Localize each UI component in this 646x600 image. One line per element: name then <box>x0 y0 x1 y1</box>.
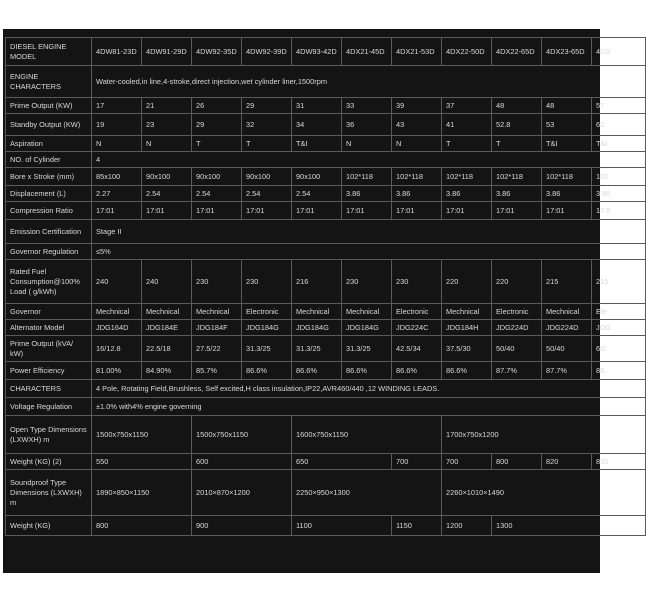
table-cell: 700 <box>442 454 492 470</box>
table-cell: 2.54 <box>192 186 242 202</box>
table-cell: Mechnical <box>292 304 342 320</box>
table-row <box>6 398 646 416</box>
table-cell: 1890×850×1150 <box>92 470 192 516</box>
table-cell: 3.86 <box>542 186 592 202</box>
table-cell: 4DX <box>592 38 646 66</box>
table-cell: 3.86 <box>592 186 646 202</box>
table-cell: N <box>142 136 192 152</box>
table-cell: 86.6% <box>392 362 442 380</box>
row-label: CHARACTERS <box>6 380 92 398</box>
table-cell: 17:01 <box>192 202 242 220</box>
table-cell: 2010×870×1200 <box>192 470 292 516</box>
row-label: Displacement (L) <box>6 186 92 202</box>
table-cell: 220 <box>442 260 492 304</box>
table-cell: 102*118 <box>492 168 542 186</box>
table-row <box>6 516 646 536</box>
table-cell: 4DX22-65D <box>492 38 542 66</box>
table-row <box>6 336 646 362</box>
table-cell: 90x100 <box>242 168 292 186</box>
table-cell: 102 <box>592 168 646 186</box>
table-cell: T <box>492 136 542 152</box>
table-row <box>6 244 646 260</box>
table-cell: 2.54 <box>142 186 192 202</box>
table-cell: 650 <box>292 454 392 470</box>
table-cell: 31.3/25 <box>292 336 342 362</box>
table-cell: T&I <box>542 136 592 152</box>
table-cell: 86.6% <box>242 362 292 380</box>
table-cell: 600 <box>192 454 292 470</box>
table-cell: 2.54 <box>242 186 292 202</box>
table-cell: JDG184G <box>242 320 292 336</box>
table-cell: 230 <box>392 260 442 304</box>
table-cell: 29 <box>242 98 292 114</box>
table-cell: Electronic <box>492 304 542 320</box>
row-label: Emission Certification <box>6 220 92 244</box>
table-cell: 52.8 <box>492 114 542 136</box>
table-cell: 4DW92-39D <box>242 38 292 66</box>
table-row <box>6 186 646 202</box>
table-cell: 1600x750x1150 <box>292 416 442 454</box>
table-cell: 230 <box>192 260 242 304</box>
table-cell: JDG184F <box>192 320 242 336</box>
table-cell: 42.5/34 <box>392 336 442 362</box>
table-cell: 240 <box>92 260 142 304</box>
table-cell: 34 <box>292 114 342 136</box>
table-cell: 550 <box>92 454 192 470</box>
table-cell: 48 <box>492 98 542 114</box>
table-cell: JDG184E <box>142 320 192 336</box>
table-cell: 2250×950×1300 <box>292 470 442 516</box>
table-cell: 17:01 <box>542 202 592 220</box>
table-cell: Mechnical <box>442 304 492 320</box>
table-cell: 17:01 <box>92 202 142 220</box>
table-cell: 215 <box>542 260 592 304</box>
table-cell: Mechnical <box>542 304 592 320</box>
table-cell: 900 <box>192 516 292 536</box>
table-row <box>6 260 646 304</box>
table-cell: 1150 <box>392 516 442 536</box>
table-cell: 33 <box>342 98 392 114</box>
table-row <box>6 136 646 152</box>
table-cell: 216 <box>292 260 342 304</box>
table-cell: 31 <box>292 98 342 114</box>
row-label: Bore x Stroke (mm) <box>6 168 92 186</box>
table-row <box>6 38 646 66</box>
table-cell: 4DX22-50D <box>442 38 492 66</box>
table-cell: Water-cooled,in line,4-stroke,direct injection,wet cylinder liner,1500rpm <box>92 66 646 98</box>
table-cell: 102*118 <box>342 168 392 186</box>
table-cell: 57 <box>592 98 646 114</box>
row-label: Weight (KG) <box>6 516 92 536</box>
table-cell: 4DX21-53D <box>392 38 442 66</box>
table-cell: Ele <box>592 304 646 320</box>
spec-table-panel <box>3 29 611 573</box>
table-cell: ±1.0% with4% engine governing <box>92 398 646 416</box>
table-cell: 86.6% <box>292 362 342 380</box>
table-cell: 215 <box>592 260 646 304</box>
table-cell: JDG184H <box>442 320 492 336</box>
table-cell: 230 <box>342 260 392 304</box>
table-cell: JDG224D <box>542 320 592 336</box>
table-row <box>6 152 646 168</box>
table-cell: 1700x750x1200 <box>442 416 646 454</box>
table-cell: 230 <box>242 260 292 304</box>
table-cell: Mechnical <box>92 304 142 320</box>
table-cell: 800 <box>92 516 192 536</box>
table-row <box>6 416 646 454</box>
table-cell: 17:0 <box>592 202 646 220</box>
table-row <box>6 66 646 98</box>
table-cell: 88. <box>592 362 646 380</box>
table-cell: Mechnical <box>142 304 192 320</box>
table-cell: 86.6% <box>342 362 392 380</box>
table-cell: T&I <box>292 136 342 152</box>
table-cell: JDG184G <box>292 320 342 336</box>
table-cell: 240 <box>142 260 192 304</box>
table-cell: 17:01 <box>442 202 492 220</box>
table-cell: 87.7% <box>542 362 592 380</box>
table-cell: 60/ <box>592 336 646 362</box>
table-cell: 4 <box>92 152 646 168</box>
row-label: Voltage Regulation <box>6 398 92 416</box>
table-cell: 3.86 <box>492 186 542 202</box>
table-cell: 81.00% <box>92 362 142 380</box>
table-cell: 50/40 <box>542 336 592 362</box>
table-row <box>6 202 646 220</box>
table-cell: 27.5/22 <box>192 336 242 362</box>
table-cell: 17 <box>92 98 142 114</box>
table-cell: 90x100 <box>292 168 342 186</box>
table-cell: Mechnical <box>342 304 392 320</box>
table-cell: 17:01 <box>492 202 542 220</box>
table-cell: 26 <box>192 98 242 114</box>
table-cell: 37 <box>442 98 492 114</box>
row-label: Open Type Dimensions (LXWXH) m <box>6 416 92 454</box>
row-label: Standby Output (KW) <box>6 114 92 136</box>
table-cell: 50/40 <box>492 336 542 362</box>
table-cell: JDG224D <box>492 320 542 336</box>
table-cell: 1500x750x1150 <box>192 416 292 454</box>
table-cell: 17:01 <box>242 202 292 220</box>
table-cell: N <box>392 136 442 152</box>
table-cell: 36 <box>342 114 392 136</box>
table-cell: 4DX23-65D <box>542 38 592 66</box>
row-label: Prime Output (KW) <box>6 98 92 114</box>
table-cell: 85x100 <box>92 168 142 186</box>
table-cell: 102*118 <box>392 168 442 186</box>
table-cell: 4 Pole, Rotating Field,Brushless, Self excited,H class insulation,IP22,AVR460/440 ,12 WINDING LEADS. <box>92 380 646 398</box>
table-cell: 2.54 <box>292 186 342 202</box>
table-row <box>6 98 646 114</box>
row-label: Governor <box>6 304 92 320</box>
table-row <box>6 168 646 186</box>
table-cell: JDG184G <box>342 320 392 336</box>
table-cell: 43 <box>392 114 442 136</box>
row-label: DIESEL ENGINE MODEL <box>6 38 92 66</box>
table-row <box>6 470 646 516</box>
table-cell: 820 <box>542 454 592 470</box>
row-label: Rated Fuel Consumption@100% Load ( g/kWh) <box>6 260 92 304</box>
table-cell: 37.5/30 <box>442 336 492 362</box>
table-row <box>6 320 646 336</box>
table-cell: 220 <box>492 260 542 304</box>
table-cell: Mechnical <box>192 304 242 320</box>
table-cell: 31.3/25 <box>242 336 292 362</box>
table-cell: 62. <box>592 114 646 136</box>
row-label: ENGINE CHARACTERS <box>6 66 92 98</box>
table-cell: 3.86 <box>392 186 442 202</box>
table-cell: ≤5% <box>92 244 646 260</box>
table-cell: 21 <box>142 98 192 114</box>
table-row <box>6 114 646 136</box>
table-cell: N <box>92 136 142 152</box>
table-cell: 29 <box>192 114 242 136</box>
table-cell: 48 <box>542 98 592 114</box>
row-label: Weight (KG) (2) <box>6 454 92 470</box>
table-row <box>6 454 646 470</box>
table-cell: 4DW91-29D <box>142 38 192 66</box>
table-cell: 4DW92-35D <box>192 38 242 66</box>
table-cell: 53 <box>542 114 592 136</box>
table-cell: 2260×1010×1490 <box>442 470 646 516</box>
table-row <box>6 220 646 244</box>
genset-spec-table <box>5 37 646 536</box>
table-cell: 700 <box>392 454 442 470</box>
table-cell: 3.86 <box>442 186 492 202</box>
table-cell: 31.3/25 <box>342 336 392 362</box>
table-cell: Electronic <box>392 304 442 320</box>
table-cell: 85.7% <box>192 362 242 380</box>
table-row <box>6 304 646 320</box>
row-label: Prime Output (kVA/ kW) <box>6 336 92 362</box>
row-label: Power Efficiency <box>6 362 92 380</box>
table-cell: T <box>242 136 292 152</box>
table-cell: JDG224C <box>392 320 442 336</box>
table-cell: T <box>442 136 492 152</box>
table-cell: 86.6% <box>442 362 492 380</box>
table-cell: 23 <box>142 114 192 136</box>
table-cell: 32 <box>242 114 292 136</box>
table-cell: 87.7% <box>492 362 542 380</box>
table-cell: 17:01 <box>142 202 192 220</box>
table-cell: 4DW93-42D <box>292 38 342 66</box>
table-cell: 1500x750x1150 <box>92 416 192 454</box>
table-cell: 3.86 <box>342 186 392 202</box>
row-label: Compression Ratio <box>6 202 92 220</box>
table-cell: 90x100 <box>142 168 192 186</box>
table-cell: 41 <box>442 114 492 136</box>
table-cell: 4DW81-23D <box>92 38 142 66</box>
table-cell: 16/12.8 <box>92 336 142 362</box>
table-cell: 102*118 <box>542 168 592 186</box>
table-cell: 22.5/18 <box>142 336 192 362</box>
table-cell: 19 <box>92 114 142 136</box>
table-cell: Stage II <box>92 220 646 244</box>
table-cell: 84.90% <box>142 362 192 380</box>
table-cell: 1300 <box>492 516 646 536</box>
table-row <box>6 362 646 380</box>
table-cell: 90x100 <box>192 168 242 186</box>
row-label: Soundproof Type Dimensions (LXWXH) m <box>6 470 92 516</box>
table-cell: 800 <box>492 454 542 470</box>
table-cell: 1100 <box>292 516 392 536</box>
table-cell: 102*118 <box>442 168 492 186</box>
table-cell: JDG164D <box>92 320 142 336</box>
row-label: NO. of Cylinder <box>6 152 92 168</box>
table-cell: JDG <box>592 320 646 336</box>
row-label: Alternator Model <box>6 320 92 336</box>
table-cell: N <box>342 136 392 152</box>
table-cell: 17:01 <box>292 202 342 220</box>
table-cell: T <box>192 136 242 152</box>
table-cell: 17:01 <box>392 202 442 220</box>
row-label: Aspiration <box>6 136 92 152</box>
table-cell: 4DX21-45D <box>342 38 392 66</box>
table-cell: 2.27 <box>92 186 142 202</box>
table-cell: 17:01 <box>342 202 392 220</box>
table-cell: 39 <box>392 98 442 114</box>
row-label: Governor Regulation <box>6 244 92 260</box>
table-row <box>6 380 646 398</box>
table-cell: 830 <box>592 454 646 470</box>
table-cell: Electronic <box>242 304 292 320</box>
table-cell: T&I <box>592 136 646 152</box>
table-cell: 1200 <box>442 516 492 536</box>
